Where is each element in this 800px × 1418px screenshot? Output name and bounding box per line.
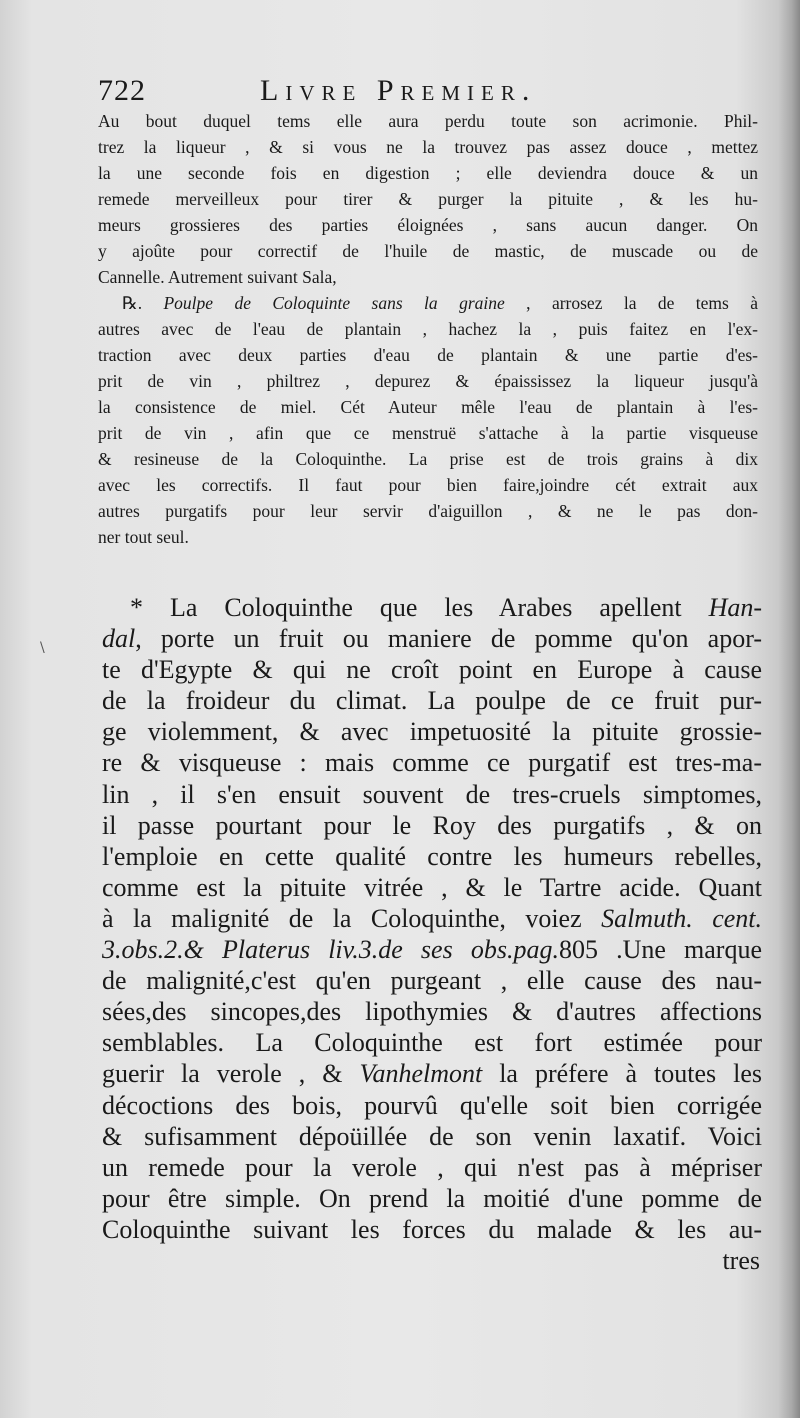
commentary-section bbox=[102, 592, 762, 1276]
text-line: prit de vin , philtrez , depurez & épaississez la liqueur jusqu'à bbox=[98, 371, 758, 391]
commentary-line: Coloquinthe suivant les forces du malade & les au- bbox=[102, 1214, 762, 1244]
commentary-italic: dal bbox=[102, 624, 136, 654]
text-line: la consistence de miel. Cét Auteur mêle l'eau de plantain à l'es- bbox=[98, 397, 758, 417]
commentary-text: la préfere à toutes les bbox=[499, 1059, 762, 1089]
catchword: tres bbox=[722, 1245, 760, 1275]
commentary-line bbox=[102, 592, 762, 623]
commentary-italic: Salmuth. cent. bbox=[601, 903, 762, 933]
commentary-line: pour être simple. On prend la moitié d'une pomme de bbox=[102, 1183, 762, 1213]
text-line: avec les correctifs. Il faut pour bien faire,joindre cét extrait aux bbox=[98, 475, 758, 495]
commentary-line: sées,des sincopes,des lipothymies & d'autres affections bbox=[102, 997, 762, 1027]
commentary-italic: Han- bbox=[708, 593, 762, 622]
text-line: autres purgatifs pour leur servir d'aiguillon , & ne le pas don- bbox=[98, 501, 758, 521]
running-title: Livre Premier. bbox=[260, 74, 537, 107]
recipe-instruction: , arrosez la de tems à bbox=[526, 293, 758, 313]
commentary-text: * La Coloquinthe que les Arabes apellent bbox=[130, 593, 682, 622]
text-line: remede merveilleux pour tirer & purger la pituite , & les hu- bbox=[98, 189, 758, 209]
page-header bbox=[98, 70, 758, 110]
commentary-line bbox=[102, 1058, 762, 1089]
commentary-line bbox=[102, 623, 762, 654]
recipe-ingredient: Poulpe de Coloquinte sans la graine bbox=[163, 293, 505, 313]
text-line: prit de vin , afin que ce menstruë s'attache à la partie visqueuse bbox=[98, 423, 758, 443]
text-line: trez la liqueur , & si vous ne la trouvez pas assez douce , mettez bbox=[98, 137, 758, 157]
commentary-text: 805 .Une marque bbox=[558, 935, 762, 965]
text-line: Cannelle. Autrement suivant Sala, bbox=[98, 267, 337, 287]
commentary-line bbox=[102, 934, 762, 965]
text-line: meurs grossieres des parties éloignées , sans aucun danger. On bbox=[98, 215, 758, 235]
commentary-line: ge violemment, & avec impetuosité la pituite grossie- bbox=[102, 717, 762, 747]
commentary-line: un remede pour la verole , qui n'est pas à mépriser bbox=[102, 1152, 762, 1182]
commentary-line: il passe pourtant pour le Roy des purgatifs , & on bbox=[102, 810, 762, 840]
commentary-text: guerir la verole , & bbox=[102, 1059, 343, 1089]
commentary-italic: Vanhelmont bbox=[359, 1059, 483, 1089]
small-print-text bbox=[98, 108, 758, 550]
commentary-line: semblables. La Coloquinthe est fort estimée pour bbox=[102, 1028, 762, 1058]
text-line: Au bout duquel tems elle aura perdu toute son acrimonie. Phil- bbox=[98, 111, 758, 131]
text-line: autres avec de l'eau de plantain , hachez la , puis faitez en l'ex- bbox=[98, 319, 758, 339]
commentary-line: & sufisamment dépoüillée de son venin laxatif. Voici bbox=[102, 1121, 762, 1151]
commentary-line bbox=[102, 903, 762, 934]
recipe-line bbox=[98, 290, 758, 316]
commentary-italic: 3.obs.2.& Platerus liv.3.de ses obs.pag. bbox=[102, 935, 559, 965]
commentary-line: l'emploie en cette qualité contre les humeurs rebelles, bbox=[102, 841, 762, 871]
commentary-text: à la malignité de la Coloquinthe, voiez bbox=[102, 903, 582, 933]
text-line: ner tout seul. bbox=[98, 527, 189, 547]
margin-mark: \ bbox=[40, 640, 45, 656]
recipe-symbol: ℞. bbox=[122, 293, 143, 313]
text-line: la une seconde fois en digestion ; elle deviendra douce & un bbox=[98, 163, 758, 183]
text-line: traction avec deux parties d'eau de plantain & une partie d'es- bbox=[98, 345, 758, 365]
text-line: & resineuse de la Coloquinthe. La prise est de trois grains à dix bbox=[98, 449, 758, 469]
commentary-line: de la froideur du climat. La poulpe de ce fruit pur- bbox=[102, 686, 762, 716]
commentary-line: lin , il s'en ensuit souvent de tres-cruels simptomes, bbox=[102, 779, 762, 809]
page-number: 722 bbox=[98, 74, 146, 107]
commentary-line: te d'Egypte & qui ne croît point en Europe à cause bbox=[102, 655, 762, 685]
commentary-line: re & visqueuse : mais comme ce purgatif est tres-ma- bbox=[102, 748, 762, 778]
commentary-text: , porte un fruit ou maniere de pomme qu'on apor- bbox=[135, 624, 762, 654]
gutter-shadow bbox=[778, 0, 800, 1418]
commentary-line: de malignité,c'est qu'en purgeant , elle cause des nau- bbox=[102, 966, 762, 996]
text-line: y ajoûte pour correctif de l'huile de mastic, de muscade ou de bbox=[98, 241, 758, 261]
commentary-line: comme est la pituite vitrée , & le Tartre acide. Quant bbox=[102, 872, 762, 902]
commentary-line: décoctions des bois, pourvû qu'elle soit bien corrigée bbox=[102, 1090, 762, 1120]
